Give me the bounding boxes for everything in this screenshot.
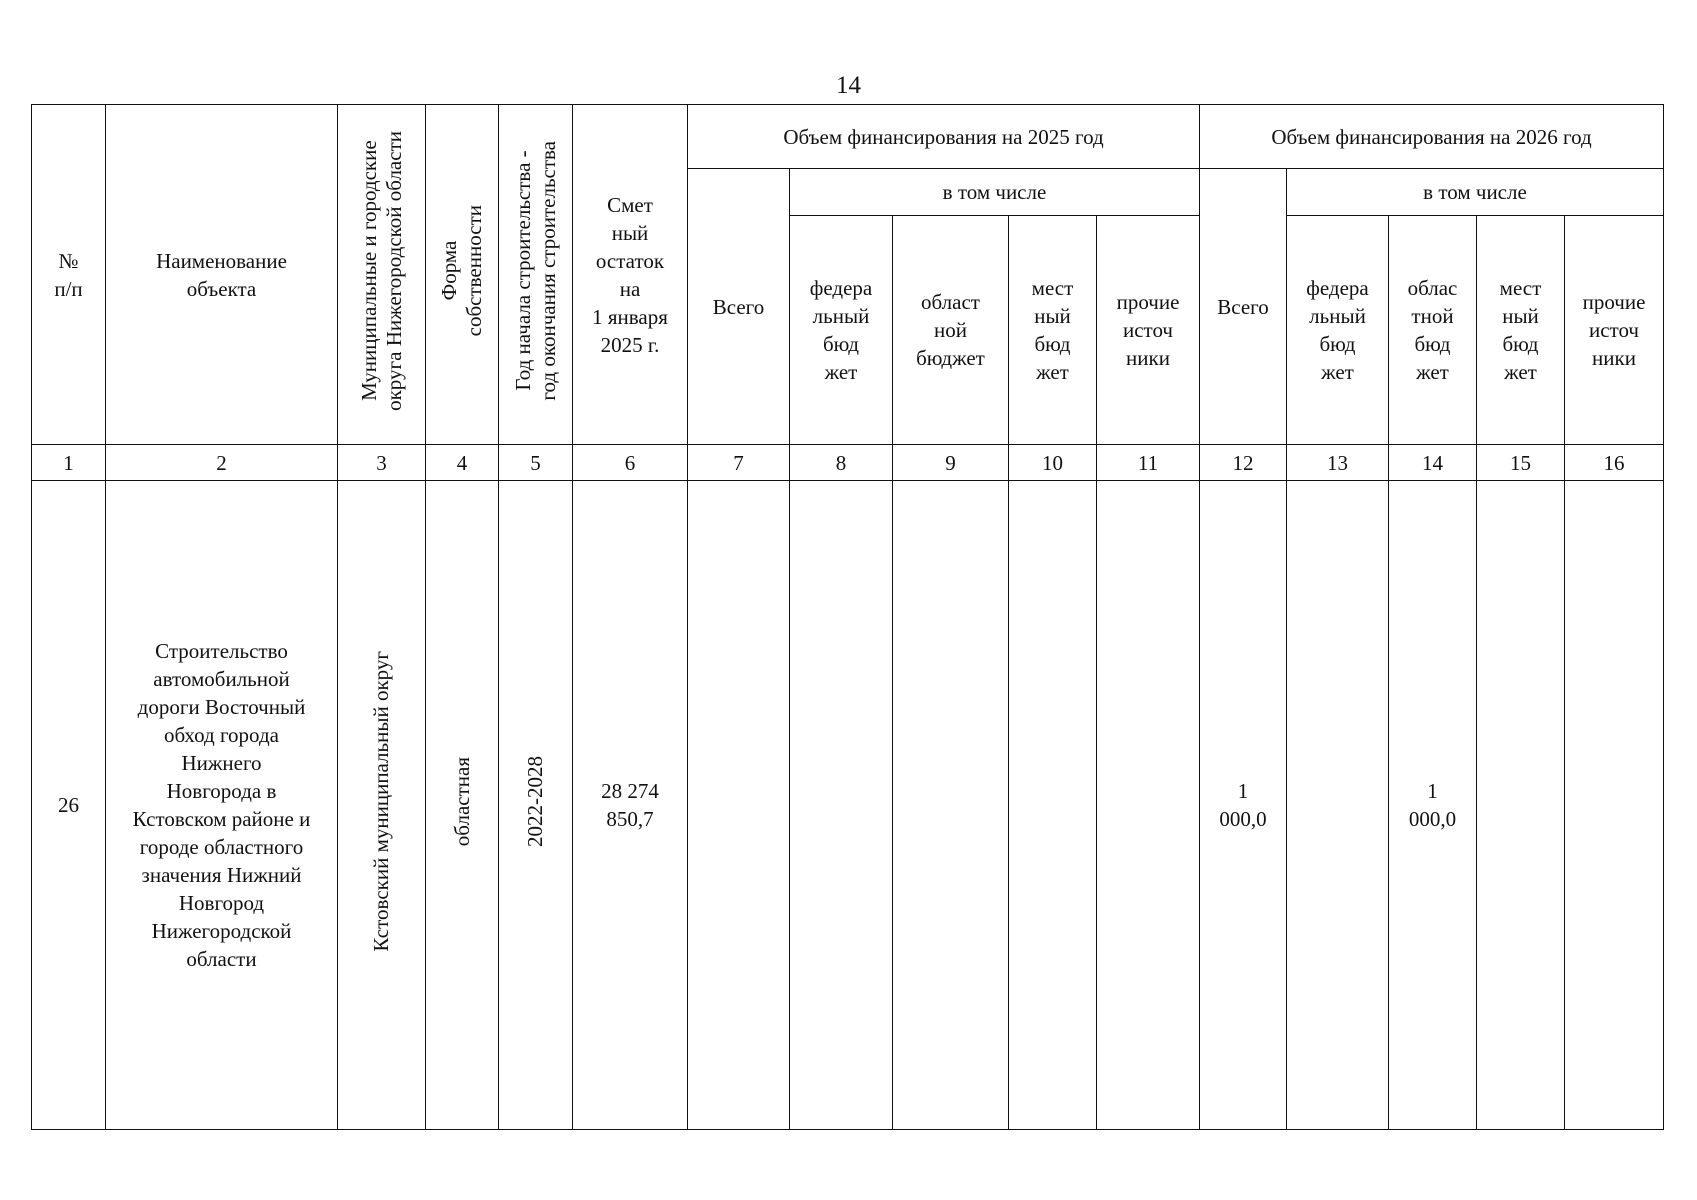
- column-number: 1: [32, 445, 106, 481]
- header-object-name: Наименование объекта: [106, 105, 338, 445]
- row-ownership: областная: [426, 481, 499, 1130]
- column-number: 7: [688, 445, 790, 481]
- row-municipality: Кстовский муниципальный округ: [338, 481, 426, 1130]
- header-other-2025: прочие источ ники: [1097, 216, 1200, 445]
- column-number: 2: [106, 445, 338, 481]
- column-number: 15: [1477, 445, 1565, 481]
- header-regional-2025: област ной бюджет: [893, 216, 1009, 445]
- header-other-2026: прочие источ ники: [1565, 216, 1664, 445]
- column-number: 10: [1009, 445, 1097, 481]
- row-regional-2026: 1 000,0: [1389, 481, 1477, 1130]
- header-ownership: Форма собственности: [426, 105, 499, 445]
- row-federal-2025: [790, 481, 893, 1130]
- column-number: 6: [573, 445, 688, 481]
- row-local-2025: [1009, 481, 1097, 1130]
- header-local-2025: мест ный бюд жет: [1009, 216, 1097, 445]
- header-including-2026: в том числе: [1287, 169, 1664, 216]
- row-estimate-balance: 28 274 850,7: [573, 481, 688, 1130]
- table-row: [32, 481, 1664, 1130]
- header-local-2026: мест ный бюд жет: [1477, 216, 1565, 445]
- column-number: 13: [1287, 445, 1389, 481]
- header-group-2025: Объем финансирования на 2025 год: [688, 105, 1200, 169]
- header-regional-2026: облас тной бюд жет: [1389, 216, 1477, 445]
- row-other-2026: [1565, 481, 1664, 1130]
- column-number: 3: [338, 445, 426, 481]
- column-number: 14: [1389, 445, 1477, 481]
- row-other-2025: [1097, 481, 1200, 1130]
- row-federal-2026: [1287, 481, 1389, 1130]
- column-number: 16: [1565, 445, 1664, 481]
- page-number: 14: [836, 72, 861, 99]
- header-federal-2026: федера льный бюд жет: [1287, 216, 1389, 445]
- header-municipality: Муниципальные и городские округа Нижегородской области: [338, 105, 426, 445]
- column-number: 12: [1200, 445, 1287, 481]
- row-regional-2025: [893, 481, 1009, 1130]
- header-estimate-balance: Смет ный остаток на 1 января 2025 г.: [573, 105, 688, 445]
- financing-table: [31, 104, 1664, 1130]
- column-number: 9: [893, 445, 1009, 481]
- header-number: № п/п: [32, 105, 106, 445]
- header-total-2025: Всего: [688, 169, 790, 445]
- header-construction-years: Год начала строительства - год окончания строительства: [499, 105, 573, 445]
- object-name: Строительство автомобильной дороги Восточный обход города Нижнего Новгорода в Кстовском районе и городе областного значения Нижний Новгород Нижегородской области: [106, 481, 338, 1130]
- column-number: 4: [426, 445, 499, 481]
- header-group-2026: Объем финансирования на 2026 год: [1200, 105, 1664, 169]
- row-construction-years: 2022-2028: [499, 481, 573, 1130]
- row-total-2026: 1 000,0: [1200, 481, 1287, 1130]
- row-local-2026: [1477, 481, 1565, 1130]
- header-federal-2025: федера льный бюд жет: [790, 216, 893, 445]
- header-including-2025: в том числе: [790, 169, 1200, 216]
- row-number: 26: [32, 481, 106, 1130]
- header-total-2026: Всего: [1200, 169, 1287, 445]
- row-total-2025: [688, 481, 790, 1130]
- column-number: 8: [790, 445, 893, 481]
- column-number: 11: [1097, 445, 1200, 481]
- column-number: 5: [499, 445, 573, 481]
